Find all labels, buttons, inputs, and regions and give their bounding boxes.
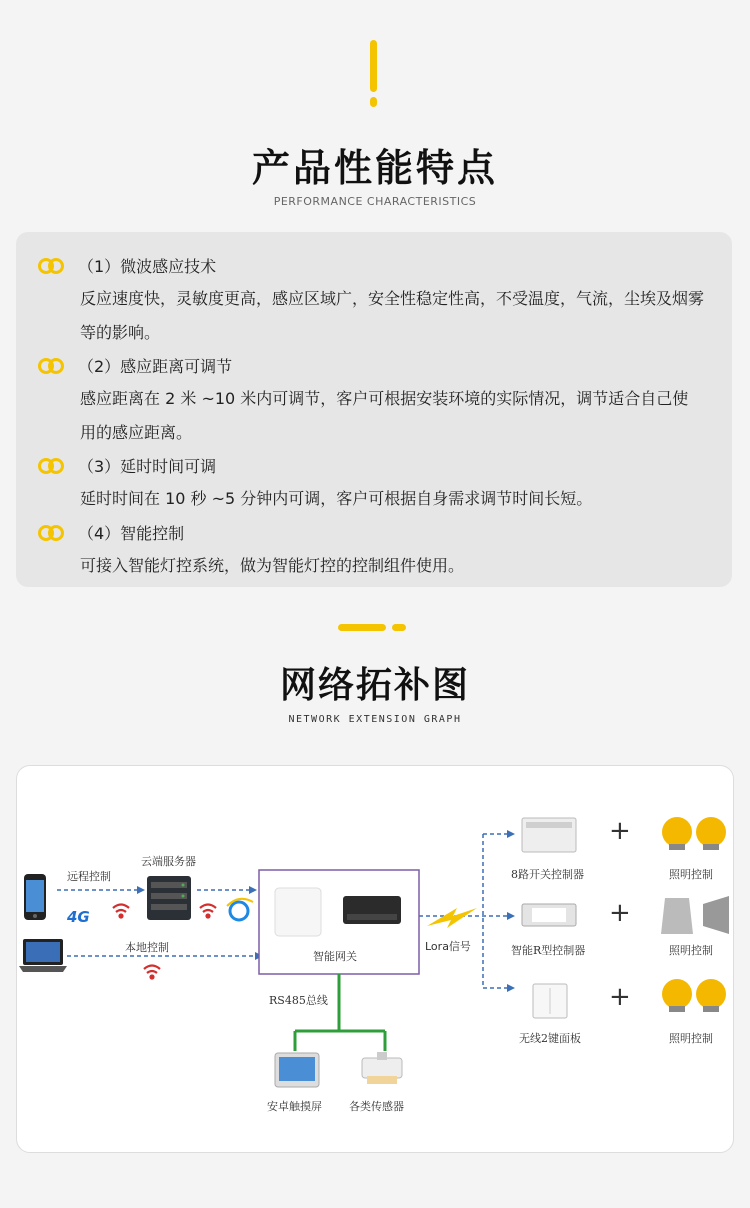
lamp-icon — [661, 896, 729, 934]
touch-screen-label: 安卓触摸屏 — [267, 1100, 322, 1113]
remote-control-label: 远程控制 — [67, 870, 111, 883]
ring-bullet-icon — [38, 258, 66, 274]
r-controller-icon — [522, 904, 576, 926]
cloud-server-label: 云端服务器 — [141, 855, 196, 868]
decor-accent-dot — [370, 97, 377, 107]
sensor-icon — [362, 1052, 402, 1084]
plus-sign: + — [609, 982, 631, 1012]
feature-heading: （3）延时时间可调 — [78, 457, 217, 476]
touch-screen-icon — [275, 1053, 319, 1087]
lamp-icon — [662, 979, 726, 1012]
plus-sign: + — [609, 816, 631, 846]
network-topology-diagram — [16, 765, 734, 1153]
smartphone-icon — [24, 874, 46, 920]
lora-signal-icon — [427, 908, 477, 928]
server-icon — [147, 876, 191, 920]
lora-label: Lora信号 — [425, 940, 471, 953]
ring-bullet-icon — [38, 525, 66, 541]
switch-controller-icon — [522, 818, 576, 852]
lamp-icon — [662, 817, 726, 850]
feature-heading: （1）微波感应技术 — [78, 257, 217, 276]
ring-bullet-icon — [38, 358, 66, 374]
decor-accent-bar — [370, 40, 377, 92]
wireless-panel-label: 无线2键面板 — [519, 1032, 581, 1045]
badge-4g: 4G — [67, 908, 90, 926]
sensors-label: 各类传感器 — [349, 1100, 404, 1113]
r-controller-label: 智能R型控制器 — [511, 944, 586, 957]
feature-body: 可接入智能灯控系统，做为智能灯控的控制组件使用。 — [80, 556, 465, 575]
lighting-control-label: 照明控制 — [669, 944, 713, 957]
section-title-features: 产品性能特点 — [251, 146, 498, 190]
plus-sign: + — [609, 898, 631, 928]
decor-accent-bar — [338, 624, 386, 631]
lighting-control-label: 照明控制 — [669, 1032, 713, 1045]
feature-heading: （4）智能控制 — [78, 524, 185, 543]
rs485-label: RS485总线 — [269, 994, 328, 1007]
feature-body: 延时时间在 10 秒 ~5 分钟内可调，客户可根据自身需求调节时间长短。 — [80, 489, 593, 508]
features-panel — [16, 232, 732, 587]
feature-heading: （2）感应距离可调节 — [78, 357, 233, 376]
switch-controller-label: 8路开关控制器 — [511, 868, 584, 881]
browser-icon — [227, 899, 253, 920]
feature-body: 感应距离在 2 米 ~10 米内可调节，客户可根据安装环境的实际情况，调节适合自己使用的感应距离。 — [80, 389, 689, 442]
decor-accent-dot — [392, 624, 406, 631]
section-title-network: 网络拓补图 — [279, 665, 470, 706]
feature-body: 反应速度快，灵敏度更高，感应区域广，安全性稳定性高，不受温度，气流，尘埃及烟雾等的影响。 — [80, 289, 705, 342]
laptop-icon — [19, 939, 67, 972]
gateway-label: 智能网关 — [313, 950, 357, 963]
section-subtitle-network: NETWORK EXTENSION GRAPH — [288, 714, 462, 725]
wireless-panel-icon — [533, 984, 567, 1018]
section-subtitle-features: PERFORMANCE CHARACTERISTICS — [273, 195, 477, 208]
ring-bullet-icon — [38, 458, 66, 474]
lighting-control-label: 照明控制 — [669, 868, 713, 881]
local-control-label: 本地控制 — [125, 941, 169, 954]
